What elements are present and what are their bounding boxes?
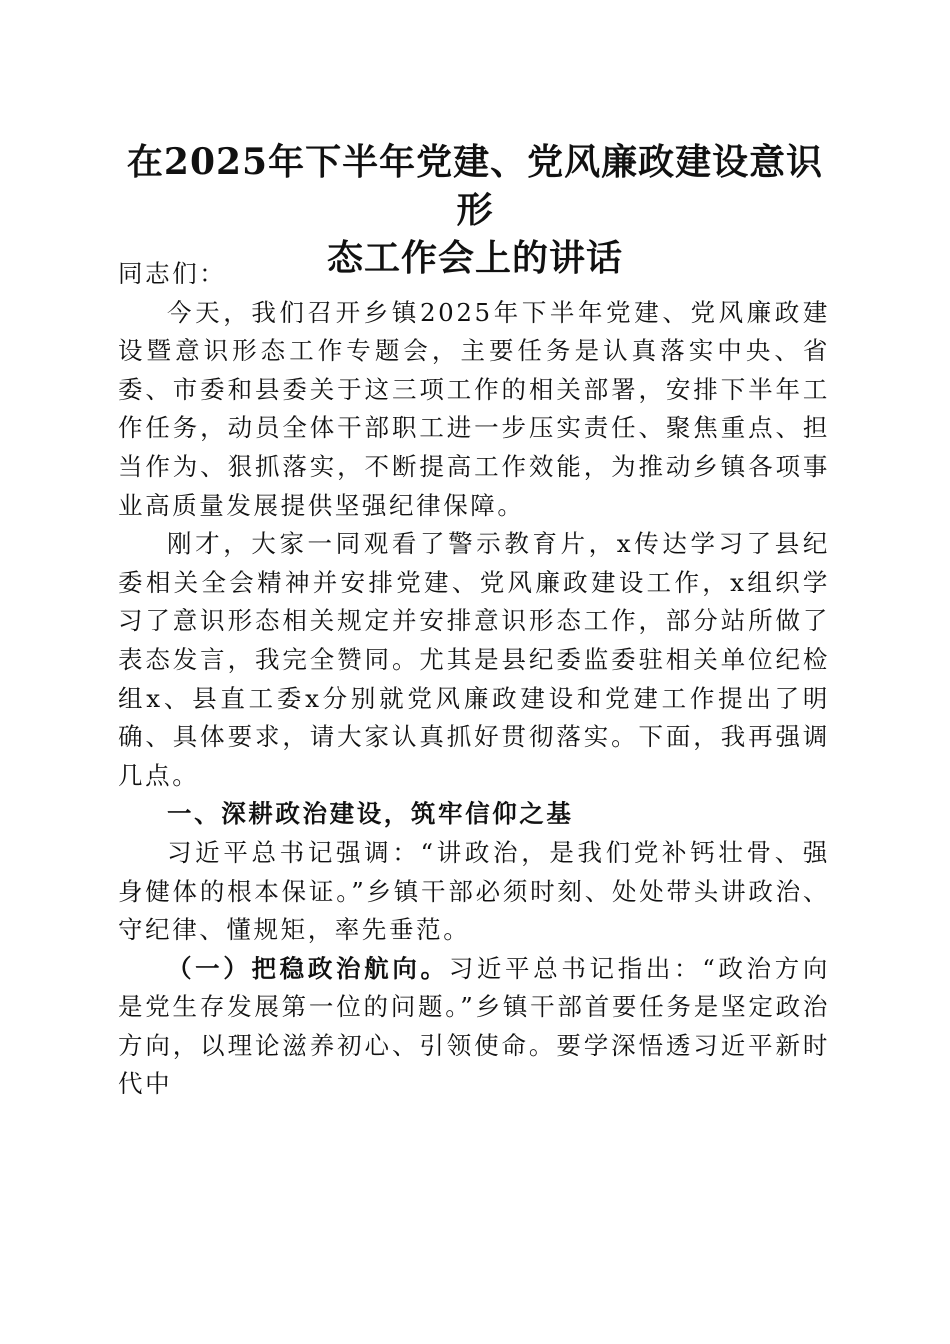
- section-heading-1: 一、深耕政治建设，筑牢信仰之基: [167, 799, 574, 829]
- title-line-2: 态工作会上的讲话: [326, 237, 623, 279]
- title-line-1: 在2025年下半年党建、党风廉政建设意识形: [126, 141, 824, 231]
- paragraph-review: 刚才，大家一同观看了警示教育片，x传达学习了县纪委相关全会精神并安排党建、党风廉政建设工作，x组织学习了意识形态相关规定并安排意识形态工作，部分站所做了表态发言，我完全赞同。尤其是县纪委监委驻相关单位纪检组x、县直工委x分别就党风廉政建设和党建工作提出了明确、具体要求，请大家认真抓好贯彻落实。下面，我再强调几点。: [118, 529, 830, 790]
- subsection-1-text: 习近平总书记指出：“政治方向是党生存发展第一位的问题。”乡镇干部首要任务是坚定政治方向，以理论滋养初心、引领使命。要学深悟透习近平新时代中: [118, 953, 830, 1099]
- subsection-1: [118, 950, 830, 1104]
- paragraph-political: 习近平总书记强调：“讲政治，是我们党补钙壮骨、强身健体的根本保证。”乡镇干部必须时刻、处处带头讲政治、守纪律、懂规矩，率先垂范。: [118, 837, 830, 945]
- document-body: [118, 255, 830, 1104]
- subsection-1-lead: （一）把稳政治航向。: [167, 953, 449, 983]
- paragraph-opening: 今天，我们召开乡镇2025年下半年党建、党风廉政建设暨意识形态工作专题会，主要任务是认真落实中央、省委、市委和县委关于这三项工作的相关部署，安排下半年工作任务，动员全体干部职工进一步压实责任、聚焦重点、担当作为、狠抓落实，不断提高工作效能，为推动乡镇各项事业高质量发展提供坚强纪律保障。: [118, 297, 830, 520]
- salutation: 同志们：: [118, 259, 227, 288]
